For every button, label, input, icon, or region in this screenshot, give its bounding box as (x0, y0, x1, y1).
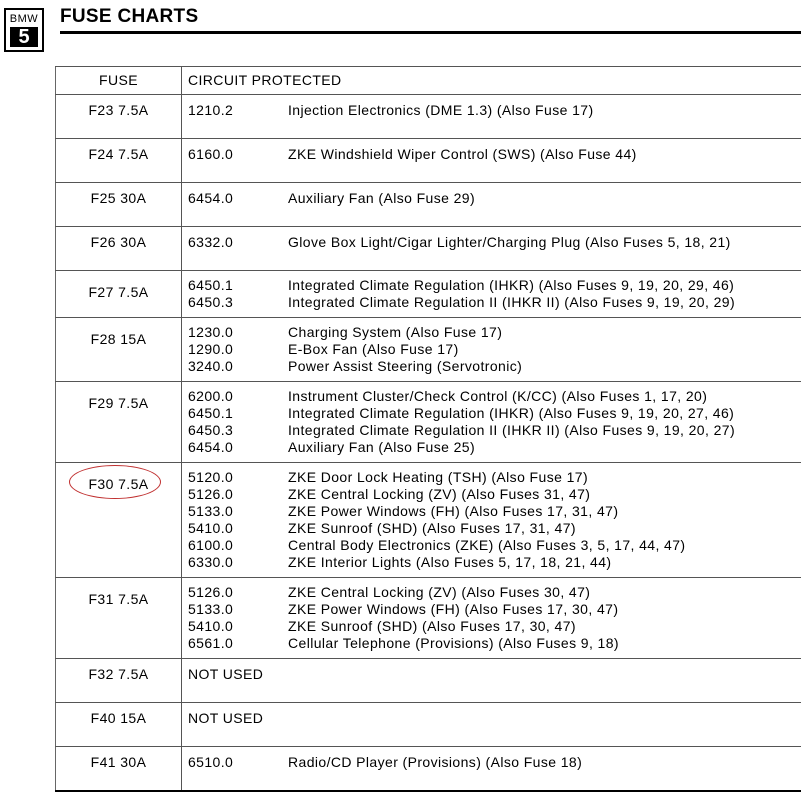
fuse-cell (56, 747, 182, 792)
fuse-cell (56, 95, 182, 139)
circuit-description: Central Body Electronics (ZKE) (Also Fuses 3, 5, 17, 44, 47) (288, 537, 801, 554)
circuit-code: 6510.0 (188, 754, 288, 771)
fuse-label: F32 7.5A (88, 666, 148, 682)
fuse-chart-table (55, 66, 801, 792)
table-row (56, 95, 801, 139)
circuit-code: 5133.0 (188, 503, 288, 520)
fuse-label: F23 7.5A (88, 102, 148, 118)
circuit-cell (182, 382, 801, 463)
circuit-line (188, 405, 801, 422)
circuit-code: 6561.0 (188, 635, 288, 652)
circuit-code: 6450.3 (188, 294, 288, 311)
circuit-code: 1290.0 (188, 341, 288, 358)
circuit-description: Charging System (Also Fuse 17) (288, 324, 801, 341)
table-row (56, 271, 801, 318)
circuit-line (188, 341, 801, 358)
circuit-code: 5410.0 (188, 520, 288, 537)
table-row (56, 578, 801, 659)
table-row (56, 139, 801, 183)
circuit-line (188, 486, 801, 503)
circuit-code: 6450.3 (188, 422, 288, 439)
circuit-line (188, 601, 801, 618)
circuit-line (188, 754, 801, 771)
fuse-cell (56, 659, 182, 703)
circuit-description: ZKE Central Locking (ZV) (Also Fuses 31, 47) (288, 486, 801, 503)
circuit-cell (182, 318, 801, 382)
title-rule (60, 31, 801, 34)
circuit-code: 6450.1 (188, 277, 288, 294)
circuit-description: Integrated Climate Regulation (IHKR) (Also Fuses 9, 19, 20, 29, 46) (288, 277, 801, 294)
circuit-description: ZKE Sunroof (SHD) (Also Fuses 17, 31, 47) (288, 520, 801, 537)
circuit-description: ZKE Windshield Wiper Control (SWS) (Also Fuse 44) (288, 146, 801, 163)
table-row (56, 747, 801, 792)
table-row (56, 318, 801, 382)
circuit-code: 3240.0 (188, 358, 288, 375)
circuit-cell (182, 747, 801, 792)
circuit-description: ZKE Interior Lights (Also Fuses 5, 17, 18, 21, 44) (288, 554, 801, 571)
circuit-column-header: CIRCUIT PROTECTED (182, 67, 801, 95)
table-row (56, 382, 801, 463)
table-row (56, 659, 801, 703)
circuit-cell (182, 659, 801, 703)
table-row (56, 183, 801, 227)
circuit-line (188, 439, 801, 456)
circuit-cell (182, 139, 801, 183)
circuit-line (188, 618, 801, 635)
circuit-line (188, 422, 801, 439)
circuit-code: 1210.2 (188, 102, 288, 119)
circuit-line (188, 294, 801, 311)
badge-series: 5 (10, 27, 38, 47)
fuse-cell (56, 183, 182, 227)
circuit-description: Injection Electronics (DME 1.3) (Also Fuse 17) (288, 102, 801, 119)
circuit-line (188, 503, 801, 520)
circuit-description: Auxiliary Fan (Also Fuse 25) (288, 439, 801, 456)
fuse-label: F40 15A (91, 710, 147, 726)
table-row (56, 227, 801, 271)
circuit-line (188, 324, 801, 341)
bmw-5-badge (4, 8, 44, 52)
circuit-description: Radio/CD Player (Provisions) (Also Fuse 18) (288, 754, 801, 771)
fuse-rows (56, 95, 801, 792)
circuit-description: ZKE Central Locking (ZV) (Also Fuses 30, 47) (288, 584, 801, 601)
circuit-cell (182, 463, 801, 578)
fuse-cell (56, 578, 182, 659)
fuse-label: F25 30A (91, 190, 147, 206)
circuit-code: 6454.0 (188, 439, 288, 456)
circuit-description: Power Assist Steering (Servotronic) (288, 358, 801, 375)
highlighted-fuse (88, 476, 148, 493)
fuse-cell (56, 271, 182, 318)
circuit-code: 5126.0 (188, 584, 288, 601)
fuse-column-header: FUSE (56, 67, 182, 95)
circuit-cell (182, 95, 801, 139)
circuit-description: ZKE Sunroof (SHD) (Also Fuses 17, 30, 47) (288, 618, 801, 635)
badge-make: BMW (6, 12, 42, 26)
fuse-label: F29 7.5A (88, 395, 148, 411)
circuit-code: 6450.1 (188, 405, 288, 422)
circuit-description: ZKE Door Lock Heating (TSH) (Also Fuse 17) (288, 469, 801, 486)
circuit-line (188, 358, 801, 375)
fuse-cell (56, 382, 182, 463)
fuse-label: F26 30A (91, 234, 147, 250)
circuit-code: 6160.0 (188, 146, 288, 163)
table-row (56, 703, 801, 747)
fuse-cell (56, 318, 182, 382)
circuit-description: Glove Box Light/Cigar Lighter/Charging Plug (Also Fuses 5, 18, 21) (288, 234, 801, 251)
fuse-label: F28 15A (91, 331, 147, 347)
circuit-line (188, 388, 801, 405)
table-header-row (56, 67, 801, 95)
circuit-code: 6100.0 (188, 537, 288, 554)
circuit-line (188, 469, 801, 486)
not-used-label: NOT USED (188, 666, 801, 683)
circuit-description: Auxiliary Fan (Also Fuse 29) (288, 190, 801, 207)
page-title: FUSE CHARTS (60, 6, 198, 28)
circuit-cell (182, 271, 801, 318)
fuse-label: F27 7.5A (88, 284, 148, 300)
circuit-line (188, 635, 801, 652)
circuit-description: E-Box Fan (Also Fuse 17) (288, 341, 801, 358)
table-row (56, 463, 801, 578)
circuit-code: 6454.0 (188, 190, 288, 207)
fuse-label: F30 7.5A (88, 476, 148, 492)
circuit-code: 6200.0 (188, 388, 288, 405)
circuit-line (188, 102, 801, 119)
circuit-cell (182, 183, 801, 227)
circuit-description: Integrated Climate Regulation (IHKR) (Also Fuses 9, 19, 20, 27, 46) (288, 405, 801, 422)
circuit-cell (182, 703, 801, 747)
circuit-description: Instrument Cluster/Check Control (K/CC) (Also Fuses 1, 17, 20) (288, 388, 801, 405)
circuit-description: Integrated Climate Regulation II (IHKR II) (Also Fuses 9, 19, 20, 29) (288, 294, 801, 311)
fuse-cell (56, 703, 182, 747)
circuit-description: Integrated Climate Regulation II (IHKR II) (Also Fuses 9, 19, 20, 27) (288, 422, 801, 439)
circuit-cell (182, 227, 801, 271)
fuse-label: F24 7.5A (88, 146, 148, 162)
circuit-line (188, 537, 801, 554)
fuse-label: F31 7.5A (88, 591, 148, 607)
circuit-code: 5126.0 (188, 486, 288, 503)
circuit-description: ZKE Power Windows (FH) (Also Fuses 17, 31, 47) (288, 503, 801, 520)
circuit-line (188, 277, 801, 294)
circuit-code: 5120.0 (188, 469, 288, 486)
not-used-label: NOT USED (188, 710, 801, 727)
circuit-line (188, 146, 801, 163)
circuit-cell (182, 578, 801, 659)
circuit-code: 5410.0 (188, 618, 288, 635)
fuse-cell (56, 463, 182, 578)
circuit-code: 1230.0 (188, 324, 288, 341)
circuit-line (188, 190, 801, 207)
circuit-code: 5133.0 (188, 601, 288, 618)
circuit-line (188, 584, 801, 601)
circuit-line (188, 554, 801, 571)
circuit-description: ZKE Power Windows (FH) (Also Fuses 17, 30, 47) (288, 601, 801, 618)
circuit-code: 6332.0 (188, 234, 288, 251)
circuit-line (188, 234, 801, 251)
circuit-line (188, 520, 801, 537)
red-circle-annotation (69, 465, 161, 499)
fuse-cell (56, 139, 182, 183)
circuit-code: 6330.0 (188, 554, 288, 571)
circuit-description: Cellular Telephone (Provisions) (Also Fuses 9, 18) (288, 635, 801, 652)
fuse-cell (56, 227, 182, 271)
fuse-label: F41 30A (91, 754, 147, 770)
